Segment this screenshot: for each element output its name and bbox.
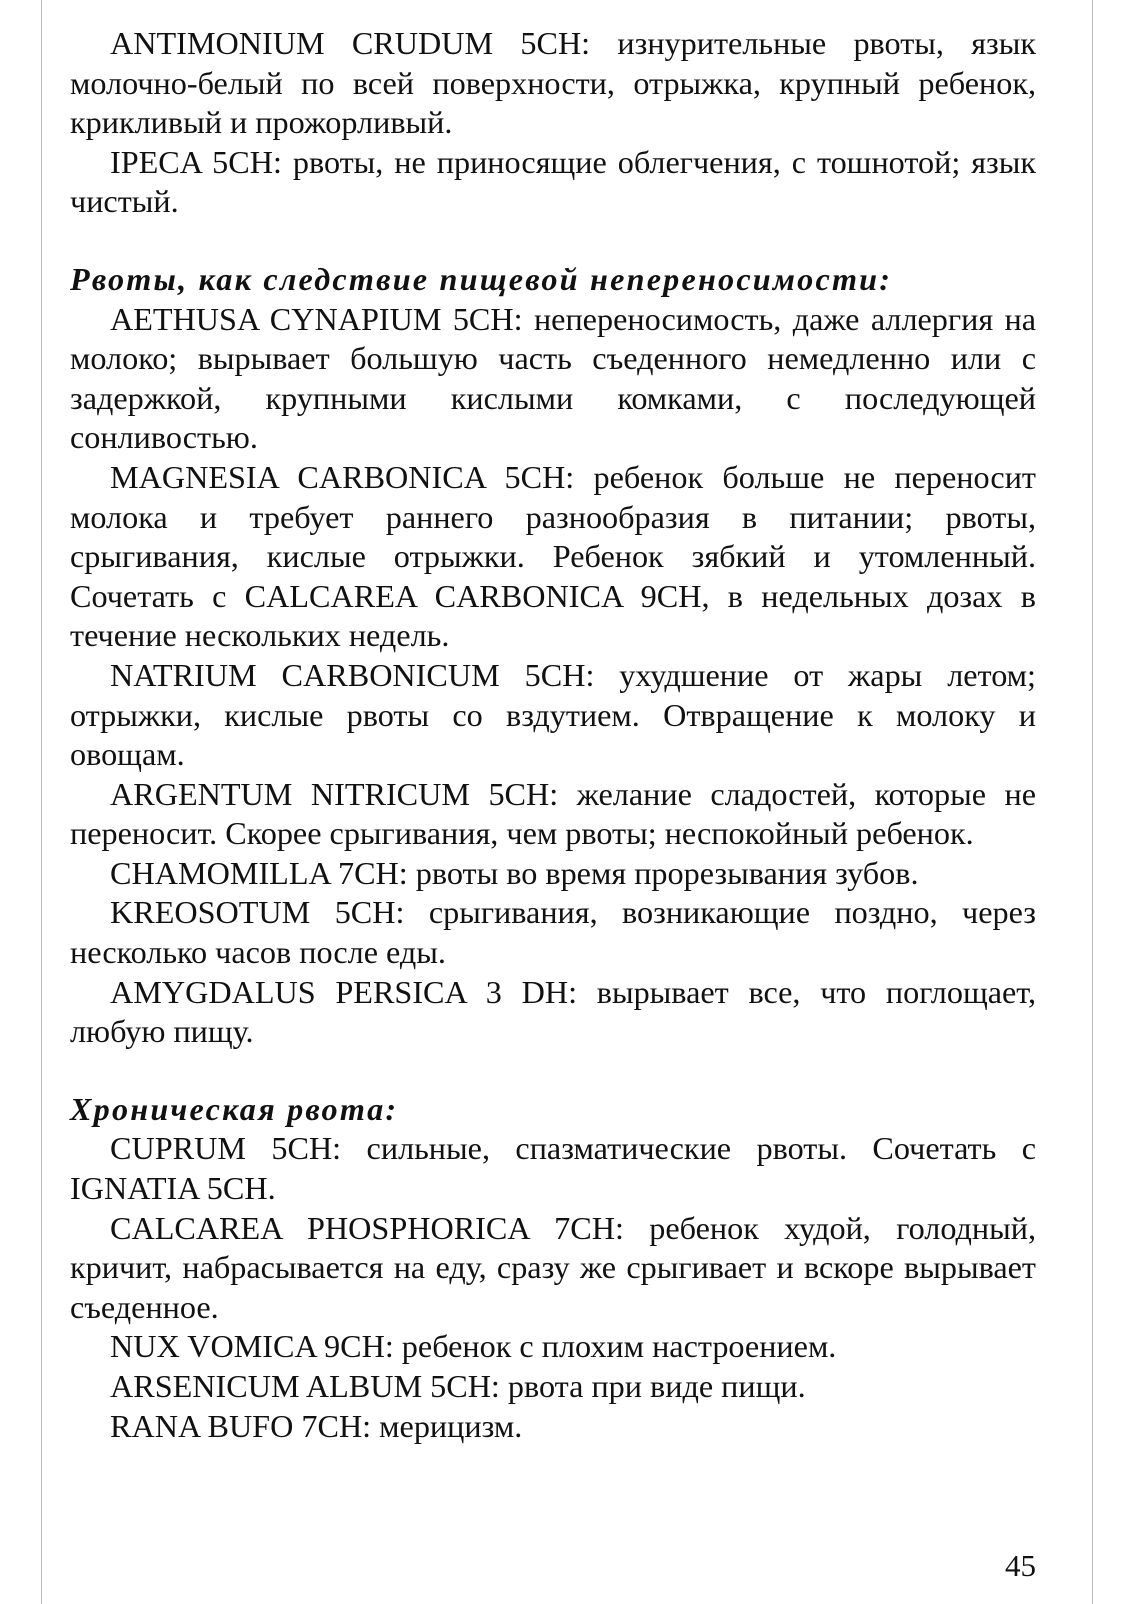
paragraph-magnesia-carbonica: MAGNESIA CARBONICA 5CH: ребенок больше не переносит молока и требует раннего разнообразия в питании; рвоты, срыгивания, кислые отрыжки. Ребенок зябкий и утомленный. Сочетать с CALCAREA CARBONICA 9CH, в недельных дозах в течение нескольких недель.: [70, 458, 1036, 654]
paragraph-aethusa-cynapium: AETHUSA CYNAPIUM 5CH: непереносимость, даже аллергия на молоко; вырывает большую часть съеденного немедленно или с задержкой, крупными кислыми комками, с последующей сонливостью.: [70, 300, 1036, 456]
section-heading-food-intolerance: Рвоты, как следствие пищевой непереносимости:: [70, 260, 893, 297]
section-spacer: [70, 1052, 1036, 1090]
page-number: 45: [1005, 1548, 1036, 1583]
paragraph-chamomilla: CHAMOMILLA 7CH: рвоты во время прорезывания зубов.: [110, 854, 919, 891]
paragraph-calcarea-phosphorica: CALCAREA PHOSPHORICA 7CH: ребенок худой, голодный, кричит, набрасывается на еду, сразу же срыгивает и вскоре вырывает съеденное.: [70, 1209, 1036, 1325]
paragraph-antimonium-crudum: ANTIMONIUM CRUDUM 5CH: изнурительные рвоты, язык молочно-белый по всей поверхности, отрыжка, крупный ребенок, крикливый и прожорливый.: [70, 25, 1036, 141]
section-spacer: [70, 222, 1036, 260]
section-heading-chronic-vomiting: Хроническая рвота:: [70, 1090, 399, 1127]
paragraph-amygdalus-persica: AMYGDALUS PERSICA 3 DH: вырывает все, что поглощает, любую пищу.: [70, 973, 1036, 1050]
paragraph-rana-bufo: RANA BUFO 7CH: мерицизм.: [110, 1407, 523, 1444]
paragraph-cuprum: CUPRUM 5CH: сильные, спазматические рвоты. Сочетать с IGNATIA 5CH.: [70, 1130, 1036, 1207]
paragraph-natrium-carbonicum: NATRIUM CARBONICUM 5CH: ухудшение от жары летом; отрыжки, кислые рвоты со вздутием. Отвращение к молоку и овощам.: [70, 656, 1036, 773]
paragraph-kreosotum: KREOSOTUM 5CH: срыгивания, возникающие поздно, через несколько часов после еды.: [70, 894, 1036, 971]
page-body: [70, 24, 1036, 1446]
paragraph-nux-vomica: NUX VOMICA 9CH: ребенок с плохим настроением.: [110, 1328, 837, 1365]
paragraph-arsenicum-album: ARSENICUM ALBUM 5CH: рвота при виде пищи.: [110, 1368, 806, 1404]
paragraph-argentum-nitricum: ARGENTUM NITRICUM 5CH: желание сладостей, которые не переносит. Скорее срыгивания, чем рвоты; неспокойный ребенок.: [70, 775, 1036, 852]
paragraph-ipeca: IPECA 5CH: рвоты, не приносящие облегчения, с тошнотой; язык чистый.: [70, 143, 1036, 220]
